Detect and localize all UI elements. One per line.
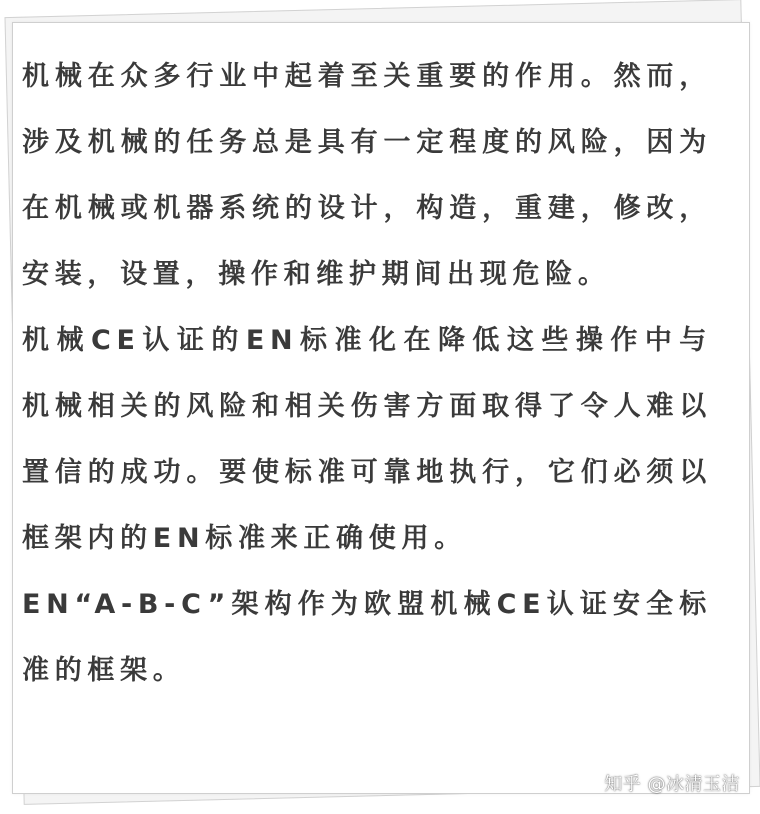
paragraph-2: 机械CE认证的EN标准化在降低这些操作中与机械相关的风险和相关伤害方面取得了令人难以置信的成功。要使标准可靠地执行，它们必须以框架内的EN标准来正确使用。 xyxy=(22,325,712,554)
paragraph-3: EN“A-B-C”架构作为欧盟机械CE认证安全标准的框架。 xyxy=(22,589,712,686)
watermark-text: 知乎 @冰清玉洁 xyxy=(604,774,740,795)
paragraph-1: 机械在众多行业中起着至关重要的作用。然而，涉及机械的任务总是具有一定程度的风险，因为在机械或机器系统的设计，构造，重建，修改，安装，设置，操作和维护期间出现危险。 xyxy=(22,61,712,290)
document-body xyxy=(22,44,712,704)
